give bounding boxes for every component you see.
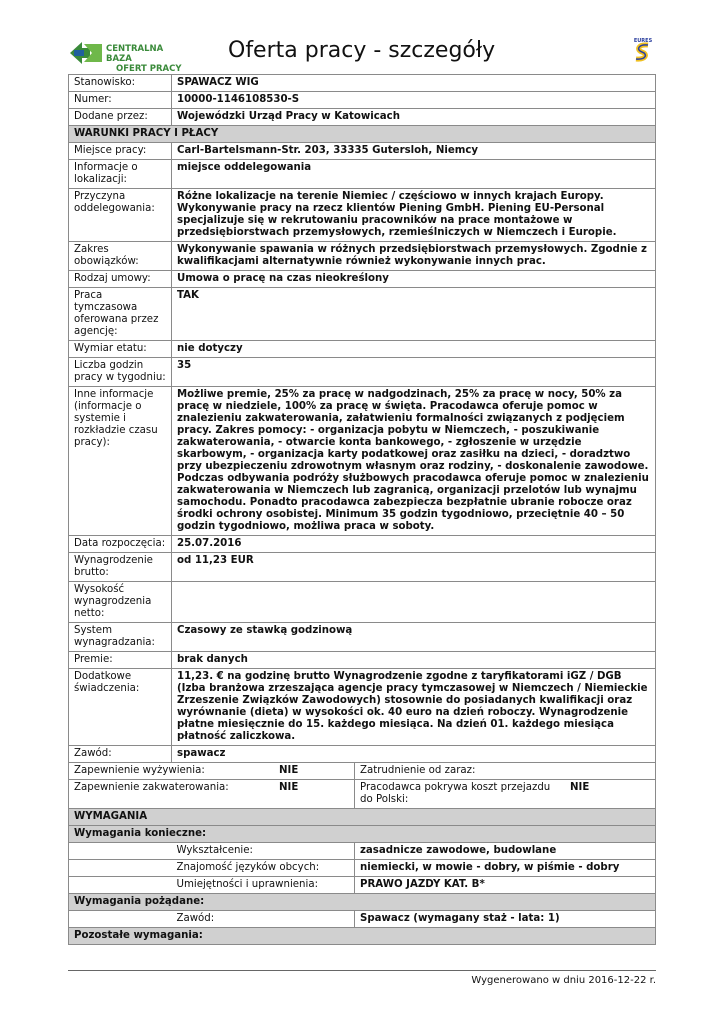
field-value: od 11,23 EUR — [172, 553, 656, 582]
condition-row — [69, 358, 656, 387]
requirement-value: PRAWO JAZDY KAT. B* — [355, 877, 656, 894]
generated-date: Wygenerowano w dniu 2016-12-22 r. — [471, 975, 656, 986]
condition-row — [69, 143, 656, 160]
requirement-row — [69, 843, 656, 860]
field-value: 25.07.2016 — [172, 536, 656, 553]
section-header-conditions-label: WARUNKI PRACY I PŁACY — [69, 126, 656, 143]
offer-details-body — [69, 75, 656, 945]
condition-row — [69, 746, 656, 763]
field-label: Liczba godzin pracy w tygodniu: — [69, 358, 172, 387]
logo-line1: CENTRALNA BAZA — [106, 44, 164, 64]
desired-header — [69, 894, 656, 911]
cbop-logo — [68, 40, 188, 74]
field-value: Wojewódzki Urząd Pracy w Katowicach — [172, 109, 656, 126]
requirement-label: Zawód: — [172, 911, 355, 928]
field-value: Możliwe premie, 25% za pracę w nadgodzinach, 25% za pracę w nocy, 50% za pracę w niedziele, 100% za pracę w święta. Pracodawca oferuje pomoc w znalezieniu zakwaterowania, załatwieniu formalności związanych z podjęciem pracy. Zakres pomocy: - organizacja pobytu w Niemczech, - poszukiwanie zakwaterowania, - otwarcie konta bankowego, - zgłoszenie w urzędzie skarbowym, - organizacja karty podatkowej oraz zasiłku na dzieci, - doradztwo przy ubezpieczeniu zdrowotnym własnym oraz rodziny, - doskonalenie zawodowe. Podczas odbywania podróży służbowych pracodawca oferuje pomoc w znalezieniu zakwaterowania w Niemczech lub zagranicą, organizacji przelotów lub wynajmu samochodu. Ponadto pracodawca zabezpiecza bezpłatnie ubranie robocze oraz środki ochrony osobistej. Minimum 35 godzin tygodniowo, przeciętnie 40 – 50 godzin tygodniowo, możliwa praca w soboty. — [172, 387, 656, 536]
extra-label: Zapewnienie zakwaterowania: — [69, 780, 275, 809]
field-value — [172, 582, 656, 623]
requirement-value: niemiecki, w mowie - dobry, w piśmie - dobry — [355, 860, 656, 877]
field-label: Wynagrodzenie brutto: — [69, 553, 172, 582]
condition-row — [69, 271, 656, 288]
extra-value — [565, 763, 656, 780]
condition-row — [69, 288, 656, 341]
requirement-row — [69, 877, 656, 894]
field-label: Informacje o lokalizacji: — [69, 160, 172, 189]
field-value: 10000-1146108530-S — [172, 92, 656, 109]
field-value: brak danych — [172, 652, 656, 669]
basic-row — [69, 92, 656, 109]
logo-line2: OFERT PRACY — [116, 64, 182, 74]
field-value: nie dotyczy — [172, 341, 656, 358]
field-value: Umowa o pracę na czas nieokreślony — [172, 271, 656, 288]
field-label: Numer: — [69, 92, 172, 109]
other-requirements-header-label: Pozostałe wymagania: — [69, 928, 656, 945]
desired-header-label: Wymagania pożądane: — [69, 894, 656, 911]
page-header — [68, 36, 658, 76]
indent-spacer — [69, 843, 172, 860]
field-label: Dodatkowe świadczenia: — [69, 669, 172, 746]
basic-row — [69, 75, 656, 92]
condition-row — [69, 341, 656, 358]
condition-row — [69, 242, 656, 271]
field-label: Premie: — [69, 652, 172, 669]
field-label: Rodzaj umowy: — [69, 271, 172, 288]
offer-details-table — [68, 74, 656, 945]
field-value: Różne lokalizacje na terenie Niemiec / częściowo w innych krajach Europy. Wykonywanie pracy na rzecz klientów Piening GmbH. Piening EU-Personal specjalizuje się w rekrutowaniu pracowników na prace montażowe w przedsiębiorstwach przemysłowych, rzemieślniczych w Niemczech i Europie. — [172, 189, 656, 242]
field-label: Przyczyna oddelegowania: — [69, 189, 172, 242]
extra-label: Pracodawca pokrywa koszt przejazdu do Polski: — [355, 780, 566, 809]
eures-logo — [630, 36, 656, 66]
basic-row — [69, 109, 656, 126]
field-value: Czasowy ze stawką godzinową — [172, 623, 656, 652]
other-requirements-header — [69, 928, 656, 945]
section-header-requirements-label: WYMAGANIA — [69, 809, 656, 826]
eures-logo-text: EURES — [633, 38, 653, 44]
field-value: Carl-Bartelsmann-Str. 203, 33335 Gutersloh, Niemcy — [172, 143, 656, 160]
extra-label: Zatrudnienie od zaraz: — [355, 763, 566, 780]
extra-label: Zapewnienie wyżywienia: — [69, 763, 275, 780]
condition-row — [69, 160, 656, 189]
indent-spacer — [69, 860, 172, 877]
condition-row — [69, 582, 656, 623]
field-value: Wykonywanie spawania w różnych przedsiębiorstwach przemysłowych. Zgodnie z kwalifikacjami alternatywnie również wykonywanie innych prac. — [172, 242, 656, 271]
field-label: Inne informacje (informacje o systemie i rozkładzie czasu pracy): — [69, 387, 172, 536]
condition-row — [69, 189, 656, 242]
field-value: TAK — [172, 288, 656, 341]
field-label: Zakres obowiązków: — [69, 242, 172, 271]
requirement-value: zasadnicze zawodowe, budowlane — [355, 843, 656, 860]
cbop-logo-icon — [68, 40, 104, 66]
requirement-label: Znajomość języków obcych: — [172, 860, 355, 877]
field-label: Zawód: — [69, 746, 172, 763]
condition-row — [69, 669, 656, 746]
page-title: Oferta pracy - szczegóły — [228, 38, 496, 63]
indent-spacer — [69, 911, 172, 928]
required-header — [69, 826, 656, 843]
section-header-conditions — [69, 126, 656, 143]
indent-spacer — [69, 877, 172, 894]
condition-row — [69, 623, 656, 652]
extra-value: NIE — [565, 780, 656, 809]
field-value: spawacz — [172, 746, 656, 763]
field-label: Stanowisko: — [69, 75, 172, 92]
field-label: Miejsce pracy: — [69, 143, 172, 160]
field-label: Data rozpoczęcia: — [69, 536, 172, 553]
requirement-row — [69, 860, 656, 877]
eures-logo-icon — [630, 36, 656, 66]
extras-row — [69, 780, 656, 809]
requirement-row — [69, 911, 656, 928]
requirement-value: Spawacz (wymagany staż - lata: 1) — [355, 911, 656, 928]
extra-value: NIE — [274, 763, 355, 780]
condition-row — [69, 387, 656, 536]
field-label: Wysokość wynagrodzenia netto: — [69, 582, 172, 623]
requirement-label: Wykształcenie: — [172, 843, 355, 860]
section-header-requirements — [69, 809, 656, 826]
field-value: 11,23. € na godzinę brutto Wynagrodzenie zgodne z taryfikatorami iGZ / DGB (Izba branżowa zrzeszająca agencje pracy tymczasowej w Niemczech / Niemieckie Zrzeszenie Związków Zawodowych) stosownie do posiadanych kwalifikacji oraz wyrównanie (dieta) w wysokości ok. 40 euro na dzień roboczy. Wynagrodzenie płatne miesięcznie do 15. każdego miesiąca. Na dzień 01. każdego miesiąca płatność zaliczkowa. — [172, 669, 656, 746]
field-value: miejsce oddelegowania — [172, 160, 656, 189]
field-label: Praca tymczasowa oferowana przez agencję: — [69, 288, 172, 341]
condition-row — [69, 652, 656, 669]
required-header-label: Wymagania konieczne: — [69, 826, 656, 843]
field-label: Dodane przez: — [69, 109, 172, 126]
footer-divider — [68, 970, 656, 971]
field-value: SPAWACZ WIG — [172, 75, 656, 92]
extras-row — [69, 763, 656, 780]
extra-value: NIE — [274, 780, 355, 809]
field-label: System wynagradzania: — [69, 623, 172, 652]
requirement-label: Umiejętności i uprawnienia: — [172, 877, 355, 894]
condition-row — [69, 536, 656, 553]
field-value: 35 — [172, 358, 656, 387]
field-label: Wymiar etatu: — [69, 341, 172, 358]
condition-row — [69, 553, 656, 582]
